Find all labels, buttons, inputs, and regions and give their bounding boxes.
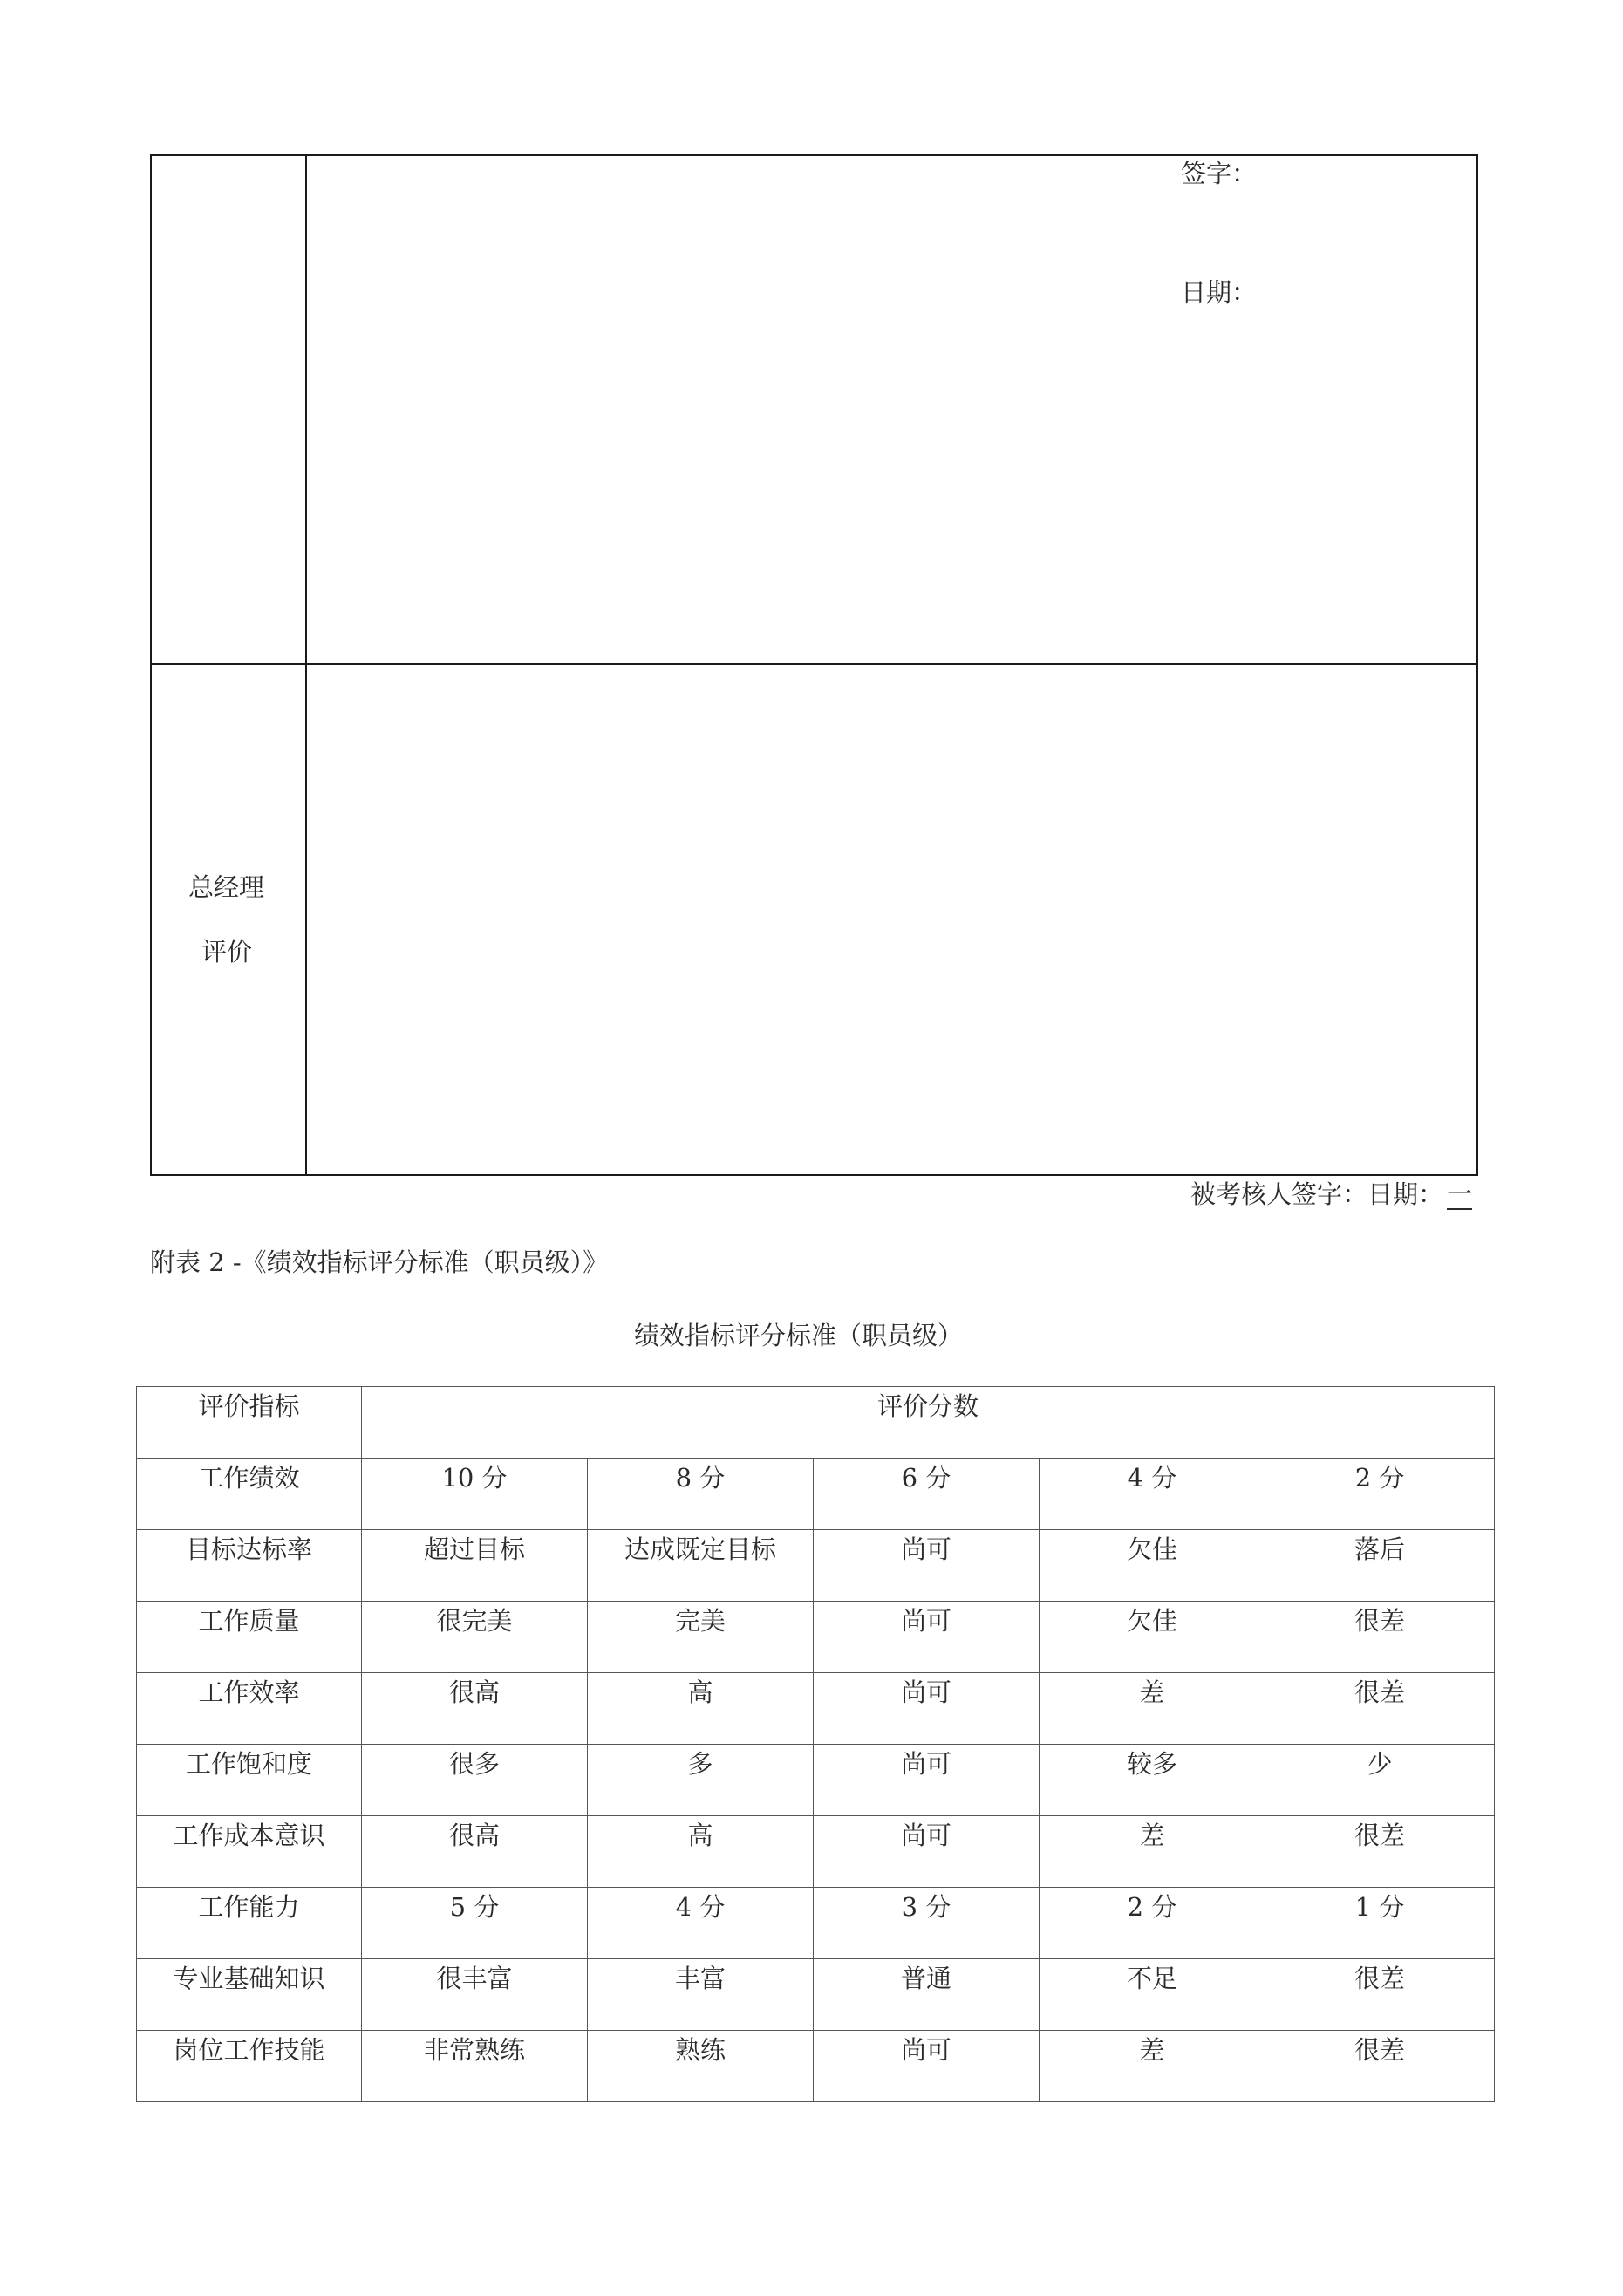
score-cell: 普通 [814, 1959, 1040, 2031]
score-cell: 2 分 [1265, 1459, 1495, 1530]
score-cell: 很差 [1265, 1673, 1495, 1745]
score-cell: 不足 [1040, 1959, 1265, 2031]
indicator-cell: 工作效率 [137, 1673, 362, 1745]
score-cell: 尚可 [814, 1602, 1040, 1673]
score-cell: 落后 [1265, 1530, 1495, 1602]
table-row [137, 2031, 1495, 2102]
score-cell: 差 [1040, 2031, 1265, 2102]
score-table [136, 1386, 1495, 2102]
score-cell: 尚可 [814, 1673, 1040, 1745]
score-cell: 非常熟练 [362, 2031, 588, 2102]
table-row [137, 1530, 1495, 1602]
score-cell: 多 [588, 1745, 814, 1816]
signature-label: 签字： [1181, 159, 1258, 188]
score-cell: 很高 [362, 1816, 588, 1888]
score-cell: 4 分 [588, 1888, 814, 1959]
score-cell: 欠佳 [1040, 1602, 1265, 1673]
table-row [137, 1959, 1495, 2031]
score-cell: 超过目标 [362, 1530, 588, 1602]
date-label: 日期： [1181, 277, 1258, 307]
score-cell: 6 分 [814, 1459, 1040, 1530]
table-header-row [137, 1387, 1495, 1459]
table-row [137, 1816, 1495, 1888]
score-cell: 很差 [1265, 1602, 1495, 1673]
score-cell: 5 分 [362, 1888, 588, 1959]
table-row [137, 1602, 1495, 1673]
score-cell: 达成既定目标 [588, 1530, 814, 1602]
indicator-cell: 工作绩效 [137, 1459, 362, 1530]
score-cell: 高 [588, 1673, 814, 1745]
assessee-signature-text: 被考核人签字：日期： [1190, 1179, 1444, 1209]
table-row [137, 1745, 1495, 1816]
score-cell: 差 [1040, 1673, 1265, 1745]
indicator-cell: 岗位工作技能 [137, 2031, 362, 2102]
score-cell: 欠佳 [1040, 1530, 1265, 1602]
header-indicator: 评价指标 [137, 1387, 362, 1459]
score-cell: 尚可 [814, 2031, 1040, 2102]
score-cell: 很差 [1265, 1959, 1495, 2031]
header-score: 评价分数 [362, 1387, 1495, 1459]
score-cell: 很差 [1265, 2031, 1495, 2102]
score-cell: 3 分 [814, 1888, 1040, 1959]
indicator-cell: 工作质量 [137, 1602, 362, 1673]
score-cell: 4 分 [1040, 1459, 1265, 1530]
score-cell: 差 [1040, 1816, 1265, 1888]
score-cell: 8 分 [588, 1459, 814, 1530]
table-title: 绩效指标评分标准（职员级） [634, 1321, 964, 1350]
appendix-heading: 附表 2 -《绩效指标评分标准（职员级）》 [150, 1247, 609, 1277]
assessee-blank: 一 [1447, 1179, 1473, 1209]
score-cell: 尚可 [814, 1530, 1040, 1602]
score-cell: 1 分 [1265, 1888, 1495, 1959]
indicator-cell: 工作成本意识 [137, 1816, 362, 1888]
score-cell: 很多 [362, 1745, 588, 1816]
score-cell: 2 分 [1040, 1888, 1265, 1959]
indicator-cell: 目标达标率 [137, 1530, 362, 1602]
evaluation-label: 评价 [201, 937, 253, 967]
score-cell: 少 [1265, 1745, 1495, 1816]
evaluation-form-box [150, 154, 1478, 1176]
assessee-signature-date-label [1190, 1179, 1473, 1209]
table-row [137, 1673, 1495, 1745]
general-manager-label: 总经理 [188, 872, 265, 902]
indicator-cell: 工作能力 [137, 1888, 362, 1959]
score-cell: 尚可 [814, 1745, 1040, 1816]
indicator-cell: 工作饱和度 [137, 1745, 362, 1816]
score-cell: 很丰富 [362, 1959, 588, 2031]
score-cell: 很差 [1265, 1816, 1495, 1888]
score-cell: 熟练 [588, 2031, 814, 2102]
score-cell: 较多 [1040, 1745, 1265, 1816]
score-cell: 高 [588, 1816, 814, 1888]
score-cell: 很高 [362, 1673, 588, 1745]
score-cell: 完美 [588, 1602, 814, 1673]
indicator-cell: 专业基础知识 [137, 1959, 362, 2031]
table-row [137, 1459, 1495, 1530]
score-cell: 丰富 [588, 1959, 814, 2031]
evaluation-form-row-divider [150, 663, 1478, 665]
evaluation-form-column-divider [305, 154, 307, 1176]
table-row [137, 1888, 1495, 1959]
score-cell: 10 分 [362, 1459, 588, 1530]
score-cell: 很完美 [362, 1602, 588, 1673]
score-cell: 尚可 [814, 1816, 1040, 1888]
